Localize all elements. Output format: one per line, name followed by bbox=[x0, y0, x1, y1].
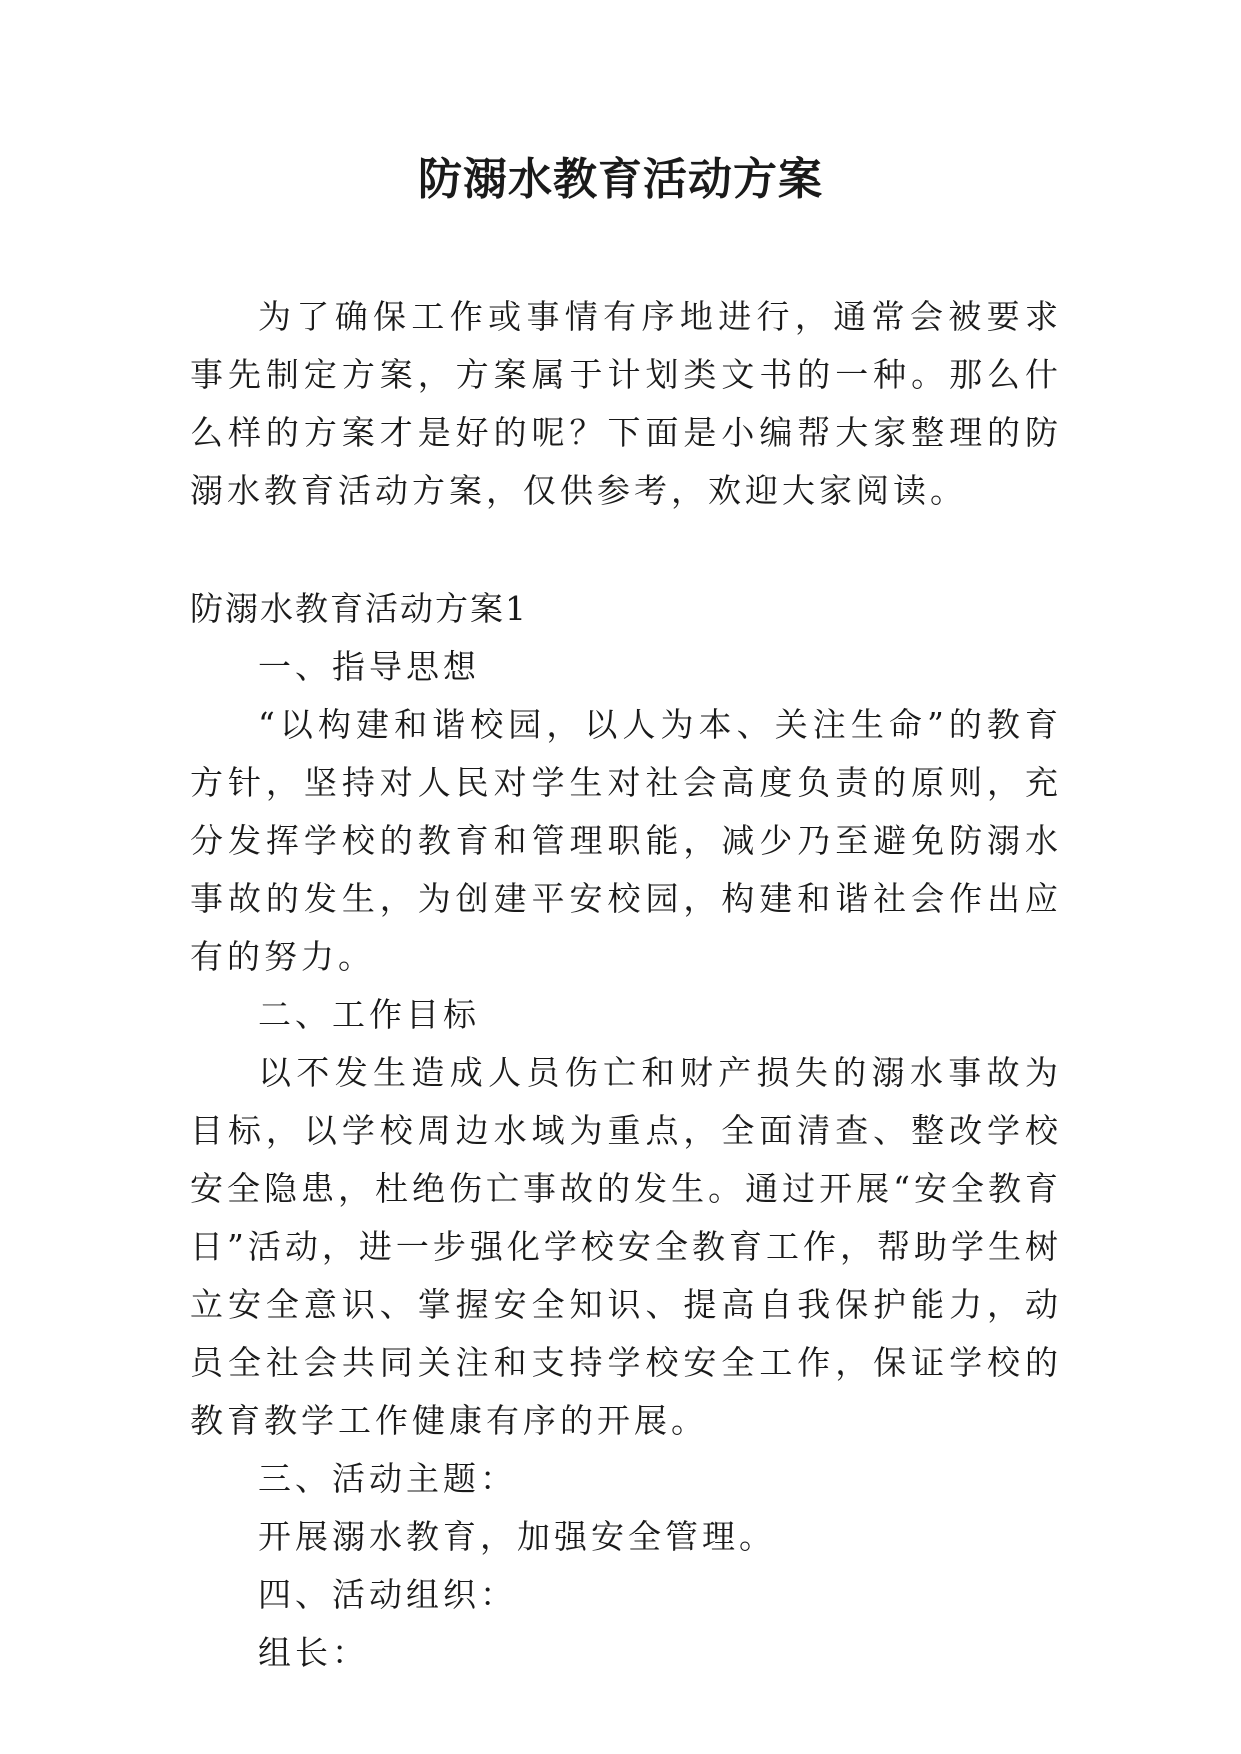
intro-paragraph: 为了确保工作或事情有序地进行，通常会被要求事先制定方案，方案属于计划类文书的一种。那么什么样的方案才是好的呢？下面是小编帮大家整理的防溺水教育活动方案，仅供参考，欢迎大家阅读。 bbox=[190, 297, 1062, 510]
paragraph-work-goals: 以不发生造成人员伤亡和财产损失的溺水事故为目标，以学校周边水域为重点，全面清查、整改学校安全隐患，杜绝伤亡事故的发生。通过开展“安全教育日”活动，进一步强化学校安全教育工作，帮助学生树立安全意识、掌握安全知识、提高自我保护能力，动员全社会共同关注和支持学校安全工作，保证学校的教育教学工作健康有序的开展。 bbox=[190, 1053, 1062, 1440]
heading-activity-theme: 三、活动主题： bbox=[258, 1459, 517, 1498]
heading-guiding-ideology: 一、指导思想 bbox=[258, 647, 480, 686]
heading-activity-organization: 四、活动组织： bbox=[258, 1575, 517, 1614]
document-title: 防溺水教育活动方案 bbox=[418, 154, 823, 205]
section-1 bbox=[190, 580, 1062, 1682]
paragraph-activity-theme: 开展溺水教育，加强安全管理。 bbox=[258, 1517, 776, 1556]
heading-work-goals: 二、工作目标 bbox=[258, 995, 480, 1034]
section-title: 防溺水教育活动方案1 bbox=[190, 589, 528, 628]
paragraph-guiding-ideology: “以构建和谐校园，以人为本、关注生命”的教育方针，坚持对人民对学生对社会高度负责的原则，充分发挥学校的教育和管理职能，减少乃至避免防溺水事故的发生，为创建平安校园，构建和谐社会作出应有的努力。 bbox=[190, 705, 1062, 976]
paragraph-group-leader: 组长： bbox=[258, 1633, 369, 1672]
